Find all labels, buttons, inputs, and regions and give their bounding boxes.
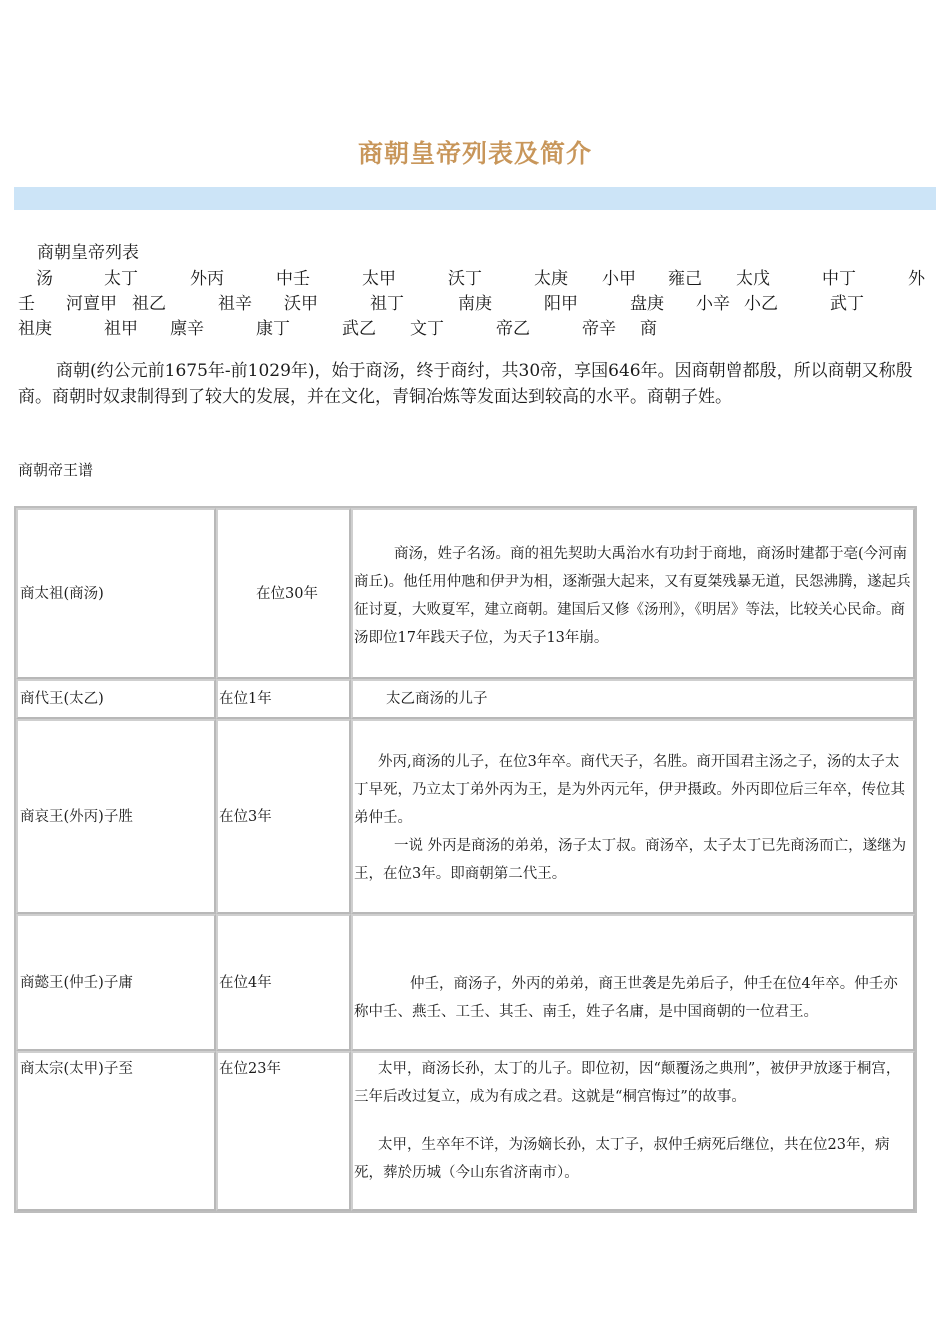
table-row [16, 679, 915, 719]
table-row [16, 719, 915, 914]
reign-cell: 在位3年 [216, 719, 351, 914]
emperor-name: 武乙 [342, 319, 376, 339]
emperor-name: 阳甲 [544, 294, 578, 314]
table-row [16, 914, 915, 1051]
emperor-name: 河亶甲 [66, 294, 117, 314]
emperor-name: 祖辛 [218, 294, 252, 314]
emperor-name: 中壬 [276, 269, 310, 289]
description-cell [351, 508, 915, 679]
emperor-name: 祖乙 [132, 294, 166, 314]
emperor-name: 廪辛 [170, 319, 204, 339]
reign-cell: 在位30年 [216, 508, 351, 679]
intro-paragraph: 商朝(约公元前1675年-前1029年)，始于商汤，终于商纣，共30帝，享国646年。因商朝曾都殷，所以商朝又称殷商。商朝时奴隶制得到了较大的发展，并在文化，青铜冶炼等发面达到较高的水平。商朝子姓。 [18, 361, 913, 407]
emperor-name: 武丁 [830, 294, 864, 314]
emperor-name: 太戊 [736, 269, 770, 289]
reign-cell: 在位4年 [216, 914, 351, 1051]
section-label: 商朝帝王谱 [18, 461, 94, 479]
page-title: 商朝皇帝列表及简介 [357, 139, 592, 168]
description-cell [351, 719, 915, 914]
emperor-name: 盘庚 [630, 294, 664, 314]
description-text: 太乙商汤的儿子 [386, 691, 488, 707]
emperor-list-line-2 [18, 289, 932, 315]
emperor-name: 帝乙 [496, 319, 530, 339]
emperor-name: 外丙 [190, 269, 224, 289]
emperor-name: 太甲 [362, 269, 396, 289]
description-text: 太甲，商汤长孙，太丁的儿子。即位初，因“颠覆汤之典刑”，被伊尹放逐于桐宫，三年后改过复立，成为有成之君。这就是“桐宫悔过”的故事。 [354, 1061, 901, 1105]
description-text: 太甲，生卒年不详，为汤嫡长孙，太丁子，叔仲壬病死后继位，共在位23年，病死，葬於历城（今山东省济南市）。 [354, 1137, 890, 1181]
title-divider-bar [14, 187, 936, 210]
emperor-list-line-3 [18, 314, 932, 340]
emperor-name: 沃甲 [284, 294, 318, 314]
emperor-name: 帝辛 [582, 319, 616, 339]
reign-cell: 在位23年 [216, 1051, 351, 1211]
reign-cell: 在位1年 [216, 679, 351, 719]
emperor-table [14, 506, 917, 1213]
emperor-title-cell: 商太祖(商汤) [16, 508, 216, 679]
emperor-name: 太丁 [104, 269, 138, 289]
emperor-list-line-1 [18, 264, 932, 290]
table-row [16, 1051, 915, 1211]
emperor-name: 康丁 [256, 319, 290, 339]
description-cell [351, 914, 915, 1051]
emperor-name: 南庚 [458, 294, 492, 314]
emperor-title-cell: 商懿王(仲壬)子庸 [16, 914, 216, 1051]
description-cell [351, 1051, 915, 1211]
description-text: 仲壬，商汤子，外丙的弟弟，商王世袭是先弟后子，仲壬在位4年卒。仲壬亦称中壬、燕壬、工壬、其壬、南壬，姓子名庸，是中国商朝的一位君王。 [354, 976, 898, 1020]
emperor-name: 小乙 [744, 294, 778, 314]
description-text: 商汤，姓子名汤。商的祖先契助大禹治水有功封于商地，商汤时建都于亳(今河南商丘)。他任用仲虺和伊尹为相，逐渐强大起来，又有夏桀残暴无道，民怨沸腾，遂起兵征讨夏，大败夏军，建立商朝。建国后又修《汤刑》，《明居》等法，比较关心民命。商汤即位17年践天子位，为天子13年崩。 [354, 546, 911, 646]
description-cell [351, 679, 915, 719]
emperor-list-heading: 商朝皇帝列表 [37, 243, 139, 263]
description-text: 外丙,商汤的儿子，在位3年卒。商代天子，名胜。商开国君主汤之子，汤的太子太丁早死，乃立太丁弟外丙为王，是为外丙元年，伊尹摄政。外丙即位后三年卒，传位其弟仲壬。 [354, 754, 905, 826]
emperor-name: 壬 [18, 294, 35, 314]
emperor-name: 雍己 [668, 269, 702, 289]
emperor-title-cell: 商哀王(外丙)子胜 [16, 719, 216, 914]
table-row [16, 508, 915, 679]
emperor-name: 小辛 [696, 294, 730, 314]
emperor-name: 太庚 [534, 269, 568, 289]
description-text: 一说 外丙是商汤的弟弟，汤子太丁叔。商汤卒，太子太丁已先商汤而亡，遂继为王，在位3年。即商朝第二代王。 [354, 838, 907, 882]
emperor-name: 汤 [36, 269, 53, 289]
emperor-name: 祖丁 [370, 294, 404, 314]
emperor-name: 祖甲 [104, 319, 138, 339]
emperor-name: 中丁 [822, 269, 856, 289]
emperor-name: 商 [640, 319, 657, 339]
emperor-name: 沃丁 [448, 269, 482, 289]
emperor-name: 小甲 [602, 269, 636, 289]
emperor-name: 文丁 [410, 319, 444, 339]
emperor-title-cell: 商太宗(太甲)子至 [16, 1051, 216, 1211]
emperor-title-cell: 商代王(太乙) [16, 679, 216, 719]
emperor-name: 祖庚 [18, 319, 52, 339]
emperor-name: 外 [908, 269, 925, 289]
